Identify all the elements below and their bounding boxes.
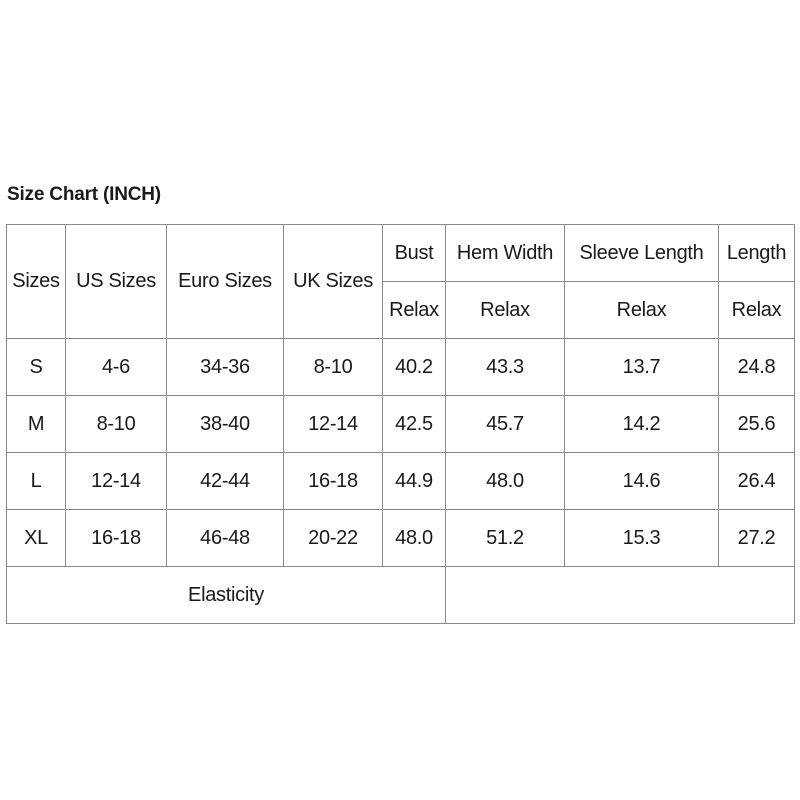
table-cell: 12-14 — [284, 396, 383, 453]
table-cell: 44.9 — [383, 453, 446, 510]
table-cell: 8-10 — [66, 396, 167, 453]
header-us-sizes: US Sizes — [66, 225, 167, 339]
table-cell: 48.0 — [446, 453, 565, 510]
header-sizes: Sizes — [7, 225, 66, 339]
header-bust: Bust — [383, 225, 446, 282]
table-cell: 12-14 — [66, 453, 167, 510]
table-cell: 8-10 — [284, 339, 383, 396]
header-uk-sizes: UK Sizes — [284, 225, 383, 339]
table-cell: 15.3 — [565, 510, 719, 567]
table-row — [7, 510, 795, 567]
table-cell: 43.3 — [446, 339, 565, 396]
sub-header-sleeve-length: Relax — [565, 282, 719, 339]
table-cell: 38-40 — [167, 396, 284, 453]
elasticity-value — [446, 567, 795, 624]
sub-header-length: Relax — [719, 282, 795, 339]
table-cell: 42.5 — [383, 396, 446, 453]
table-row — [7, 339, 795, 396]
header-length: Length — [719, 225, 795, 282]
table-cell: 20-22 — [284, 510, 383, 567]
header-euro-sizes: Euro Sizes — [167, 225, 284, 339]
table-cell: 24.8 — [719, 339, 795, 396]
header-row — [7, 225, 795, 282]
table-row — [7, 396, 795, 453]
size-chart-table — [6, 224, 795, 624]
table-cell: 51.2 — [446, 510, 565, 567]
footer-row — [7, 567, 795, 624]
table-cell: 14.6 — [565, 453, 719, 510]
elasticity-label: Elasticity — [7, 567, 446, 624]
page-title: Size Chart (INCH) — [7, 184, 161, 205]
table-cell: 26.4 — [719, 453, 795, 510]
header-sleeve-length: Sleeve Length — [565, 225, 719, 282]
sub-header-hem-width: Relax — [446, 282, 565, 339]
table-cell: 13.7 — [565, 339, 719, 396]
table-cell: 34-36 — [167, 339, 284, 396]
table-cell: L — [7, 453, 66, 510]
table-cell: 14.2 — [565, 396, 719, 453]
table-cell: 25.6 — [719, 396, 795, 453]
table-cell: S — [7, 339, 66, 396]
sub-header-bust: Relax — [383, 282, 446, 339]
table-cell: 46-48 — [167, 510, 284, 567]
table-cell: 16-18 — [66, 510, 167, 567]
table-cell: M — [7, 396, 66, 453]
table-cell: XL — [7, 510, 66, 567]
table-cell: 27.2 — [719, 510, 795, 567]
table-cell: 40.2 — [383, 339, 446, 396]
table-cell: 16-18 — [284, 453, 383, 510]
table-cell: 42-44 — [167, 453, 284, 510]
table-cell: 45.7 — [446, 396, 565, 453]
table-cell: 48.0 — [383, 510, 446, 567]
table-cell: 4-6 — [66, 339, 167, 396]
header-hem-width: Hem Width — [446, 225, 565, 282]
table-row — [7, 453, 795, 510]
